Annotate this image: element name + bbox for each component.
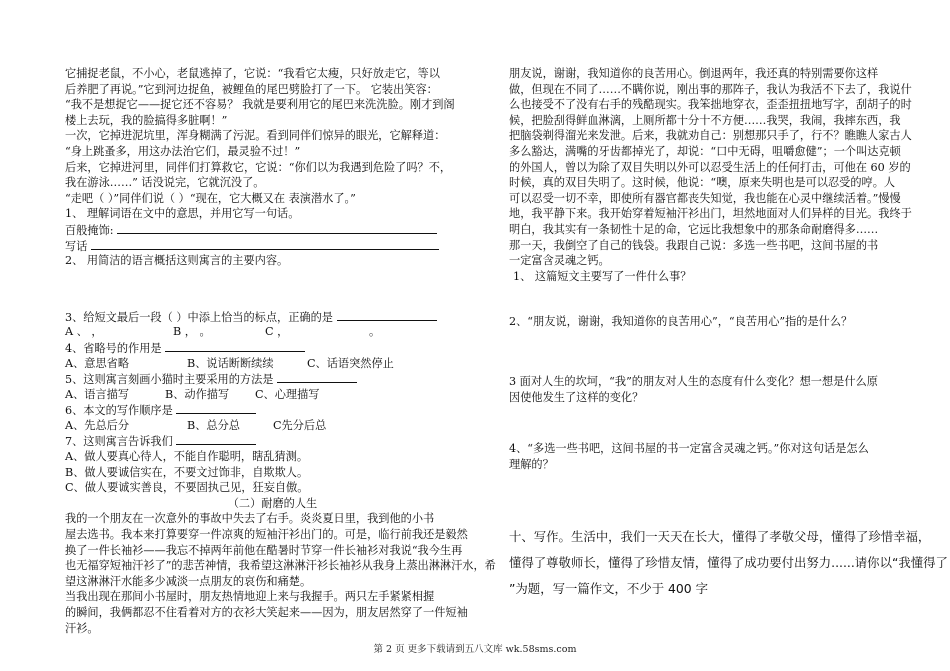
writing-task-cont: ”为题，写一篇作文，不少于 400 字 bbox=[509, 581, 709, 597]
question-4 bbox=[65, 340, 480, 356]
text-line: 当我出现在那间小书屋时，朋友热情地迎上来与我握手。两只左手紧紧相握 bbox=[65, 590, 435, 604]
answer-blank[interactable] bbox=[277, 371, 357, 383]
text-line: 也无福穿短袖汗衫了”的悲苦神情，我希望这淋淋汗衫长袖衫从我身上蒸出淋淋汗水，希 bbox=[65, 559, 496, 573]
text-line: 屋去选书。我本来打算要穿一件凉爽的短袖汗衫出门的。可是，临行前我还是毅然 bbox=[65, 528, 468, 542]
question-4-options bbox=[65, 356, 480, 372]
question-3-cont: 因使他发生了这样的变化？ bbox=[509, 390, 644, 404]
question-5 bbox=[65, 371, 480, 387]
text-line: 做，但现在不同了……不瞒你说，刚出事的那阵子，我认为我活不下去了，我说什 bbox=[509, 82, 912, 96]
option-c[interactable]: C、做人要诚实善良，不要固执己见，狂妄自傲。 bbox=[65, 481, 309, 495]
option-a[interactable]: A、做人要真心待人，不能自作聪明，瞎乱猜测。 bbox=[65, 450, 309, 464]
text-line: 它捕捉老鼠，不小心，老鼠逃掉了，它说：“我看它太瘦，只好放走它，等以 bbox=[65, 67, 440, 80]
question-1a-label: 百般掩饰: bbox=[65, 223, 114, 237]
option-a[interactable]: A、先总后分 bbox=[65, 418, 130, 432]
text-line: 后来，它掉进河里，同伴们打算救它，它说：“你们以为我遇到危险了吗？不， bbox=[65, 160, 452, 174]
text-line: 楼上去玩，我的脸搞得多脏啊！” bbox=[65, 113, 228, 127]
question-7 bbox=[65, 433, 480, 449]
answer-blank[interactable] bbox=[117, 222, 437, 234]
text-line: 么也接受不了没有右手的残酷现实。我笨拙地穿衣，歪歪扭扭地写字，刮胡子的时 bbox=[509, 98, 912, 112]
question-1b bbox=[65, 238, 480, 254]
section-title: （二）耐磨的人生 bbox=[227, 496, 318, 510]
question-1a bbox=[65, 222, 480, 238]
text-line: 我在游泳……” 话没说完，它就沉没了。 bbox=[65, 176, 265, 190]
writing-task: 十、写作。生活中，我们一天天在长大，懂得了孝敬父母，懂得了珍惜幸福， bbox=[509, 529, 931, 545]
text-line: 换了一件长袖衫——我忘不掉两年前他在酷暑时节穿一件长袖衫对我说“我今生再 bbox=[65, 543, 463, 557]
right-column bbox=[509, 66, 948, 602]
question-3-text: 3、给短文最后一段（ ）中添上恰当的标点，正确的是 bbox=[65, 310, 333, 324]
answer-blank[interactable] bbox=[176, 433, 256, 445]
answer-blank[interactable] bbox=[176, 402, 256, 414]
option-b[interactable]: B、动作描写 bbox=[165, 387, 230, 401]
question-5-text: 5、这则寓言刻画小猫时主要采用的方法是 bbox=[65, 373, 274, 387]
question-6-options bbox=[65, 418, 480, 434]
text-line: 一定富含灵魂之钙。 bbox=[509, 254, 610, 268]
option-b[interactable]: B、总分总 bbox=[187, 418, 240, 432]
option-c[interactable]: C、心理描写 bbox=[255, 387, 320, 401]
question-1: 1、 理解词语在文中的意思，并用它写一句话。 bbox=[65, 207, 300, 221]
text-line: 地，我平静下来。我开始穿着短袖汗衫出门，坦然地面对人们异样的目光。我终于 bbox=[509, 207, 912, 221]
question-4: 4、“多选一些书吧，这间书屋的书一定富含灵魂之钙。”你对这句话是怎么 bbox=[509, 442, 869, 456]
option-c[interactable]: C先分后总 bbox=[273, 418, 327, 432]
text-line: 的瞬间，我俩都忍不住看着对方的衣衫大笑起来——因为，朋友居然穿了一件短袖 bbox=[65, 606, 468, 619]
option-d[interactable]: 。 bbox=[369, 325, 381, 339]
answer-blank[interactable] bbox=[337, 309, 437, 321]
question-2: 2、 用简洁的语言概括这则寓言的主要内容。 bbox=[65, 254, 289, 268]
question-4-text: 4、省略号的作用是 bbox=[65, 341, 162, 355]
question-3-options bbox=[65, 324, 480, 340]
text-line: 多么豁达，满嘴的牙齿都掉光了，却说：“口中无碍，咀嚼愈健”；一个叫达克顿 bbox=[509, 144, 901, 158]
option-a[interactable]: A、语言描写 bbox=[65, 387, 130, 401]
text-line: “走吧（ ）”同伴们说（ ）“现在，它大概又在 表演潜水了。” bbox=[65, 191, 356, 205]
text-line: 可以忍受一切不幸，即使所有器官都丧失知觉，我也能在心灵中继续活着。”慢慢 bbox=[509, 191, 901, 205]
option-c[interactable]: C、话语突然停止 bbox=[307, 356, 394, 370]
question-6 bbox=[65, 402, 480, 418]
option-a[interactable]: A、意思省略 bbox=[65, 356, 130, 370]
text-line: “我不是想捉它——捉它还不容易？ 我就是要利用它的尾巴来洗洗脸。刚才到阁 bbox=[65, 98, 455, 112]
text-line: 朋友说，谢谢，我知道你的良苦用心。倒退两年，我还真的特别需要你这样 bbox=[509, 67, 879, 80]
text-line: 候，把脸刮得鲜血淋漓，上厕所都十分十不方便……我哭，我闹，我摔东西，我 bbox=[509, 113, 901, 127]
question-5-options bbox=[65, 387, 480, 403]
option-b[interactable]: B、说话断断续续 bbox=[187, 356, 274, 370]
question-1b-label: 写话 bbox=[65, 239, 88, 253]
text-line: 一次，它掉进泥坑里，浑身糊满了污泥。看到同伴们惊异的眼光，它解释道： bbox=[65, 129, 446, 143]
answer-blank[interactable] bbox=[91, 238, 439, 250]
question-7-text: 7、这则寓言告诉我们 bbox=[65, 435, 173, 449]
text-line: 望这淋淋汗水能多少减淡一点朋友的哀伤和痛楚。 bbox=[65, 574, 312, 588]
text-line: 那一天，我倒空了自己的钱袋。我跟自己说：多选一些书吧，这间书屋的书 bbox=[509, 238, 879, 252]
option-b[interactable]: B ， 。 bbox=[173, 325, 211, 339]
question-3 bbox=[65, 309, 480, 325]
writing-task-cont: 懂得了尊敬师长，懂得了珍惜友情，懂得了成功要付出努力......请你以“我懂得了 bbox=[509, 555, 948, 571]
page-footer: 第 2 页 更多下载请到五八文库 wk.58sms.com bbox=[373, 644, 577, 655]
text-line: 时候，真的双目失明了。这时候，他说：“噢，原来失明也是可以忍受的哼。人 bbox=[509, 176, 896, 190]
answer-blank[interactable] bbox=[165, 340, 305, 352]
text-line: 汗衫。 bbox=[65, 621, 99, 635]
text-line: “身上跳蚤多，用这办法治它们，最灵验不过！” bbox=[65, 144, 301, 158]
text-line: 后养肥了再说。”它到河边捉鱼，被鲤鱼的尾巴劈脸打了一下。 它装出笑容： bbox=[65, 82, 438, 96]
option-b[interactable]: B、做人要诚信实在，不要文过饰非，自欺欺人。 bbox=[65, 465, 309, 479]
option-c[interactable]: C ， bbox=[265, 325, 289, 339]
question-1: 1、 这篇短文主要写了一件什么事？ bbox=[513, 269, 692, 283]
option-a[interactable]: A 、 ， bbox=[65, 325, 103, 339]
text-line: 我的一个朋友在一次意外的事故中失去了右手。炎炎夏日里，我到他的小书 bbox=[65, 512, 435, 526]
text-line: 把脑袋剃得溜光来发泄。后来，我就劝自己：别想那只手了，行不？瞧瞧人家古人 bbox=[509, 129, 912, 143]
question-2: 2、“朋友说，谢谢，我知道你的良苦用心”，“良苦用心”指的是什么？ bbox=[509, 315, 853, 329]
question-6-text: 6、本文的写作顺序是 bbox=[65, 404, 173, 418]
text-line: 的外国人，曾以为除了双目失明以外可以忍受生活上的任何打击，可他在 60 岁的 bbox=[509, 160, 911, 174]
question-3: 3 面对人生的坎坷，“我”的朋友对人生的态度有什么变化？想一想是什么原 bbox=[509, 374, 878, 388]
question-4-cont: 理解的？ bbox=[509, 457, 554, 471]
text-line: 明白，我其实有一条韧性十足的命，它远比我想象中的那条命耐磨得多…… bbox=[509, 222, 879, 236]
left-column bbox=[65, 66, 496, 636]
